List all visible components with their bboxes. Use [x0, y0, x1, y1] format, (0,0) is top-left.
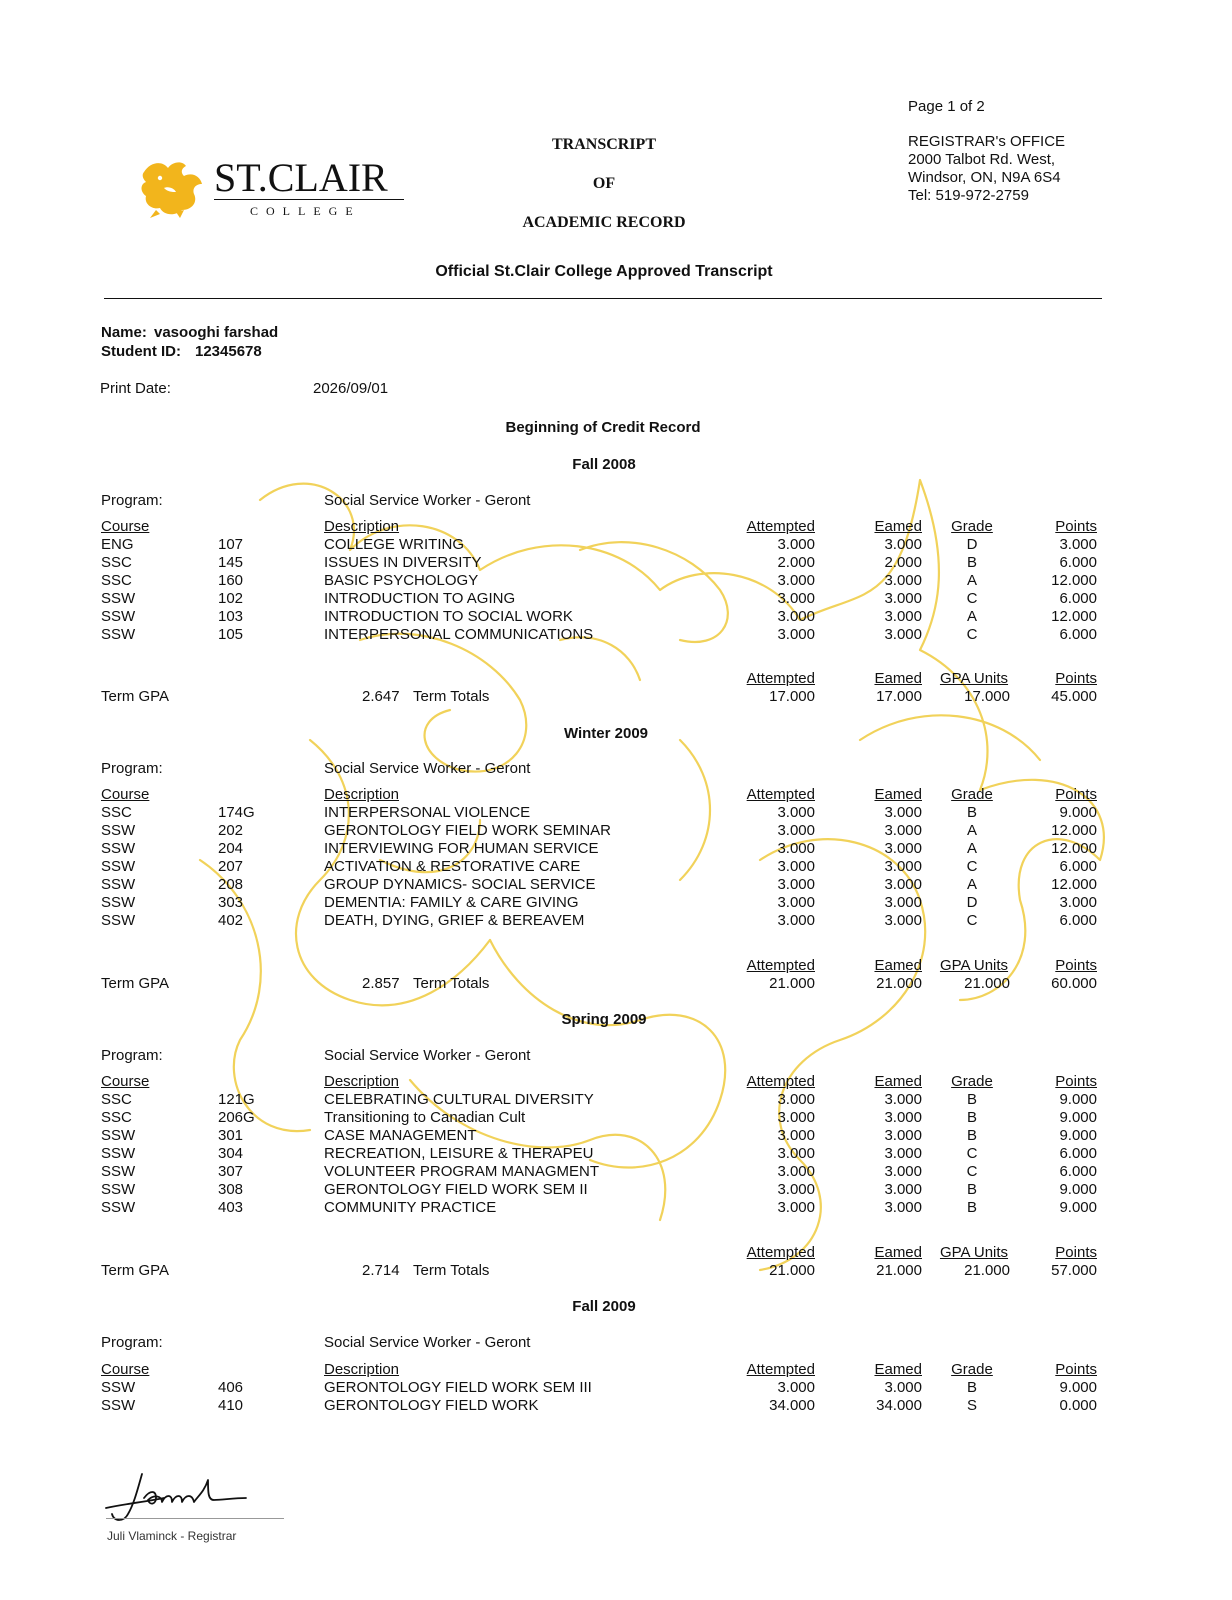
course-earned: 3.000: [884, 804, 922, 821]
registrar-signature: [104, 1468, 254, 1524]
course-description: INTERPERSONAL COMMUNICATIONS: [324, 626, 594, 643]
col-points: Points: [1055, 518, 1097, 535]
col-attempted: Attempted: [746, 1361, 815, 1378]
student-id: 12345678: [195, 343, 262, 360]
course-points: 12.000: [1051, 572, 1097, 589]
course-grade: D: [966, 536, 978, 553]
total-attempted: 21.000: [769, 1262, 815, 1279]
col-earned: Eamed: [874, 1361, 922, 1378]
term-gpa-value: 2.714: [362, 1262, 400, 1279]
course-earned: 3.000: [884, 626, 922, 643]
program-label: Program:: [101, 760, 163, 777]
course-subject: SSC: [101, 572, 132, 589]
course-points: 9.000: [1059, 1127, 1097, 1144]
print-date: 2026/09/01: [313, 380, 389, 397]
col-grade: Grade: [951, 786, 993, 803]
col-grade: Grade: [951, 1361, 993, 1378]
program-name: Social Service Worker - Geront: [324, 492, 531, 509]
course-description: COMMUNITY PRACTICE: [324, 1199, 497, 1216]
totals-col-attempted: Attempted: [746, 670, 815, 687]
student-id-label: Student ID:: [101, 343, 181, 360]
registrar-line-3: Windsor, ON, N9A 6S4: [908, 169, 1061, 186]
total-gpa-units: 21.000: [964, 975, 1010, 992]
col-grade: Grade: [951, 1073, 993, 1090]
course-grade: A: [966, 822, 977, 839]
course-earned: 3.000: [884, 536, 922, 553]
term-gpa-label: Term GPA: [101, 1262, 170, 1279]
course-attempted: 3.000: [777, 1181, 815, 1198]
totals-col-gpa-units: GPA Units: [939, 1244, 1009, 1261]
course-points: 6.000: [1059, 590, 1097, 607]
course-attempted: 3.000: [777, 1145, 815, 1162]
term-totals-label: Term Totals: [413, 688, 490, 705]
term-gpa-value: 2.857: [362, 975, 400, 992]
course-grade: C: [966, 1163, 978, 1180]
course-subject: SSC: [101, 1091, 132, 1108]
course-description: BASIC PSYCHOLOGY: [324, 572, 479, 589]
course-subject: SSW: [101, 894, 136, 911]
logo-subtitle: COLLEGE: [250, 204, 361, 218]
course-earned: 3.000: [884, 876, 922, 893]
course-points: 6.000: [1059, 1163, 1097, 1180]
total-gpa-units: 17.000: [964, 688, 1010, 705]
header-divider: [104, 298, 1102, 299]
course-number: 406: [218, 1379, 244, 1396]
course-points: 6.000: [1059, 1145, 1097, 1162]
course-grade: B: [966, 1091, 977, 1108]
course-earned: 3.000: [884, 1379, 922, 1396]
term-title: Winter 2009: [563, 725, 649, 742]
col-earned: Eamed: [874, 518, 922, 535]
course-description: GERONTOLOGY FIELD WORK SEM II: [324, 1181, 588, 1198]
col-description: Description: [324, 1073, 400, 1090]
course-subject: SSC: [101, 804, 132, 821]
logo-divider: [214, 199, 404, 200]
course-subject: SSW: [101, 1397, 136, 1414]
course-number: 102: [218, 590, 244, 607]
course-description: DEMENTIA: FAMILY & CARE GIVING: [324, 894, 579, 911]
totals-col-attempted: Attempted: [746, 957, 815, 974]
course-description: DEATH, DYING, GRIEF & BEREAVEM: [324, 912, 585, 929]
program-label: Program:: [101, 1334, 163, 1351]
course-subject: SSW: [101, 590, 136, 607]
course-description: VOLUNTEER PROGRAM MANAGMENT: [324, 1163, 600, 1180]
course-earned: 3.000: [884, 1199, 922, 1216]
course-points: 9.000: [1059, 1379, 1097, 1396]
course-subject: SSW: [101, 858, 136, 875]
logo-name: ST.CLAIR: [214, 155, 388, 200]
title-line-2: OF: [592, 175, 616, 192]
course-earned: 3.000: [884, 1127, 922, 1144]
course-attempted: 3.000: [777, 1091, 815, 1108]
course-attempted: 3.000: [777, 1127, 815, 1144]
course-number: 403: [218, 1199, 244, 1216]
course-earned: 34.000: [876, 1397, 922, 1414]
course-points: 9.000: [1059, 1199, 1097, 1216]
college-logo: [136, 155, 411, 220]
term-title: Spring 2009: [561, 1011, 647, 1028]
col-description: Description: [324, 1361, 400, 1378]
course-points: 6.000: [1059, 626, 1097, 643]
course-points: 3.000: [1059, 536, 1097, 553]
course-subject: SSW: [101, 822, 136, 839]
course-attempted: 3.000: [777, 894, 815, 911]
course-points: 9.000: [1059, 1181, 1097, 1198]
lion-emblem-icon: [136, 158, 208, 218]
totals-col-earned: Eamed: [874, 670, 922, 687]
program-name: Social Service Worker - Geront: [324, 1047, 531, 1064]
totals-col-earned: Eamed: [874, 957, 922, 974]
course-number: 207: [218, 858, 244, 875]
course-subject: SSC: [101, 1109, 132, 1126]
program-label: Program:: [101, 1047, 163, 1064]
course-description: GERONTOLOGY FIELD WORK: [324, 1397, 539, 1414]
program-name: Social Service Worker - Geront: [324, 1334, 531, 1351]
signature-caption: Juli Vlaminck - Registrar: [107, 1529, 237, 1543]
course-description: COLLEGE WRITING: [324, 536, 465, 553]
course-points: 0.000: [1059, 1397, 1097, 1414]
course-attempted: 3.000: [777, 626, 815, 643]
col-grade: Grade: [951, 518, 993, 535]
term-title: Fall 2008: [572, 456, 636, 473]
course-number: 105: [218, 626, 244, 643]
course-grade: C: [966, 626, 978, 643]
course-points: 6.000: [1059, 554, 1097, 571]
title-line-1: TRANSCRIPT: [551, 136, 656, 153]
term-gpa-value: 2.647: [362, 688, 400, 705]
course-grade: A: [966, 840, 977, 857]
col-course: Course: [101, 1361, 150, 1378]
course-points: 12.000: [1051, 840, 1097, 857]
registrar-line-4: Tel: 519-972-2759: [908, 187, 1029, 204]
course-grade: C: [966, 1145, 978, 1162]
course-attempted: 3.000: [777, 804, 815, 821]
course-number: 107: [218, 536, 244, 553]
course-subject: SSW: [101, 1379, 136, 1396]
course-earned: 2.000: [884, 554, 922, 571]
transcript-subtitle: Official St.Clair College Approved Transcript: [435, 263, 773, 280]
totals-col-points: Points: [1055, 670, 1097, 687]
total-gpa-units: 21.000: [964, 1262, 1010, 1279]
course-attempted: 3.000: [777, 572, 815, 589]
course-number: 202: [218, 822, 244, 839]
page-number: Page 1 of 2: [908, 98, 985, 115]
course-attempted: 3.000: [777, 590, 815, 607]
course-description: GERONTOLOGY FIELD WORK SEMINAR: [324, 822, 611, 839]
course-subject: SSW: [101, 608, 136, 625]
col-description: Description: [324, 518, 400, 535]
course-grade: A: [966, 572, 977, 589]
course-attempted: 3.000: [777, 858, 815, 875]
col-attempted: Attempted: [746, 786, 815, 803]
course-attempted: 3.000: [777, 1163, 815, 1180]
course-description: RECREATION, LEISURE & THERAPEU: [324, 1145, 594, 1162]
signature-line: [106, 1518, 284, 1519]
course-subject: SSW: [101, 1181, 136, 1198]
course-description: INTRODUCTION TO SOCIAL WORK: [324, 608, 573, 625]
course-subject: SSW: [101, 1145, 136, 1162]
term-title: Fall 2009: [572, 1298, 636, 1315]
course-number: 307: [218, 1163, 244, 1180]
course-earned: 3.000: [884, 858, 922, 875]
total-earned: 21.000: [876, 975, 922, 992]
col-earned: Eamed: [874, 786, 922, 803]
total-points: 60.000: [1051, 975, 1097, 992]
total-earned: 17.000: [876, 688, 922, 705]
course-earned: 3.000: [884, 608, 922, 625]
term-gpa-label: Term GPA: [101, 688, 170, 705]
term-gpa-label: Term GPA: [101, 975, 170, 992]
course-points: 3.000: [1059, 894, 1097, 911]
course-attempted: 3.000: [777, 840, 815, 857]
course-number: 204: [218, 840, 244, 857]
record-heading: Beginning of Credit Record: [505, 419, 701, 436]
course-grade: B: [966, 554, 977, 571]
course-grade: C: [966, 858, 978, 875]
course-number: 301: [218, 1127, 244, 1144]
course-subject: SSW: [101, 1127, 136, 1144]
course-attempted: 3.000: [777, 912, 815, 929]
course-subject: SSW: [101, 840, 136, 857]
course-points: 12.000: [1051, 876, 1097, 893]
col-course: Course: [101, 786, 150, 803]
course-description: CELEBRATING CULTURAL DIVERSITY: [324, 1091, 594, 1108]
program-label: Program:: [101, 492, 163, 509]
col-earned: Eamed: [874, 1073, 922, 1090]
total-points: 57.000: [1051, 1262, 1097, 1279]
course-number: 304: [218, 1145, 244, 1162]
course-number: 308: [218, 1181, 244, 1198]
total-attempted: 21.000: [769, 975, 815, 992]
course-number: 145: [218, 554, 244, 571]
course-earned: 3.000: [884, 1091, 922, 1108]
col-points: Points: [1055, 1361, 1097, 1378]
course-grade: A: [966, 876, 977, 893]
totals-col-gpa-units: GPA Units: [939, 957, 1009, 974]
totals-col-gpa-units: GPA Units: [939, 670, 1009, 687]
col-course: Course: [101, 1073, 150, 1090]
col-points: Points: [1055, 1073, 1097, 1090]
course-subject: SSW: [101, 1163, 136, 1180]
course-grade: B: [966, 1199, 977, 1216]
course-number: 402: [218, 912, 244, 929]
col-points: Points: [1055, 786, 1097, 803]
course-earned: 3.000: [884, 1109, 922, 1126]
course-description: ACTIVATION & RESTORATIVE CARE: [324, 858, 581, 875]
total-attempted: 17.000: [769, 688, 815, 705]
program-name: Social Service Worker - Geront: [324, 760, 531, 777]
course-earned: 3.000: [884, 572, 922, 589]
course-description: GROUP DYNAMICS- SOCIAL SERVICE: [324, 876, 596, 893]
course-attempted: 3.000: [777, 536, 815, 553]
totals-col-points: Points: [1055, 1244, 1097, 1261]
term-totals-label: Term Totals: [413, 975, 490, 992]
registrar-line-1: REGISTRAR's OFFICE: [908, 133, 1066, 150]
name-label: Name:: [101, 324, 147, 341]
course-number: 103: [218, 608, 244, 625]
total-points: 45.000: [1051, 688, 1097, 705]
course-attempted: 34.000: [769, 1397, 815, 1414]
course-description: Transitioning to Canadian Cult: [324, 1109, 526, 1126]
course-earned: 3.000: [884, 822, 922, 839]
course-description: CASE MANAGEMENT: [324, 1127, 477, 1144]
course-description: GERONTOLOGY FIELD WORK SEM III: [324, 1379, 592, 1396]
course-earned: 3.000: [884, 894, 922, 911]
course-number: 206G: [218, 1109, 255, 1126]
print-date-label: Print Date:: [100, 380, 171, 397]
title-line-3: ACADEMIC RECORD: [522, 214, 686, 231]
course-points: 9.000: [1059, 1091, 1097, 1108]
course-points: 6.000: [1059, 858, 1097, 875]
course-attempted: 3.000: [777, 1379, 815, 1396]
course-grade: B: [966, 1379, 977, 1396]
course-grade: C: [966, 912, 978, 929]
course-points: 9.000: [1059, 804, 1097, 821]
course-description: INTERPERSONAL VIOLENCE: [324, 804, 531, 821]
course-attempted: 3.000: [777, 876, 815, 893]
course-grade: A: [966, 608, 977, 625]
course-earned: 3.000: [884, 1163, 922, 1180]
course-subject: SSW: [101, 1199, 136, 1216]
course-grade: S: [966, 1397, 977, 1414]
course-grade: B: [966, 1181, 977, 1198]
totals-col-attempted: Attempted: [746, 1244, 815, 1261]
course-earned: 3.000: [884, 1181, 922, 1198]
course-subject: SSC: [101, 554, 132, 571]
course-earned: 3.000: [884, 840, 922, 857]
course-description: INTRODUCTION TO AGING: [324, 590, 516, 607]
course-points: 12.000: [1051, 608, 1097, 625]
course-number: 160: [218, 572, 244, 589]
term-totals-label: Term Totals: [413, 1262, 490, 1279]
col-course: Course: [101, 518, 150, 535]
course-points: 9.000: [1059, 1109, 1097, 1126]
total-earned: 21.000: [876, 1262, 922, 1279]
course-points: 12.000: [1051, 822, 1097, 839]
course-earned: 3.000: [884, 590, 922, 607]
course-description: ISSUES IN DIVERSITY: [324, 554, 482, 571]
course-attempted: 3.000: [777, 1199, 815, 1216]
course-attempted: 3.000: [777, 822, 815, 839]
col-attempted: Attempted: [746, 518, 815, 535]
course-attempted: 3.000: [777, 1109, 815, 1126]
course-grade: B: [966, 804, 977, 821]
totals-col-points: Points: [1055, 957, 1097, 974]
course-grade: B: [966, 1127, 977, 1144]
registrar-line-2: 2000 Talbot Rd. West,: [908, 151, 1056, 168]
totals-col-earned: Eamed: [874, 1244, 922, 1261]
course-attempted: 3.000: [777, 608, 815, 625]
course-points: 6.000: [1059, 912, 1097, 929]
course-attempted: 2.000: [777, 554, 815, 571]
course-number: 121G: [218, 1091, 255, 1108]
course-grade: B: [966, 1109, 977, 1126]
course-earned: 3.000: [884, 1145, 922, 1162]
course-subject: SSW: [101, 912, 136, 929]
col-attempted: Attempted: [746, 1073, 815, 1090]
course-description: INTERVIEWING FOR HUMAN SERVICE: [324, 840, 599, 857]
course-subject: SSW: [101, 876, 136, 893]
student-name: vasooghi farshad: [154, 324, 279, 341]
course-subject: SSW: [101, 626, 136, 643]
course-number: 303: [218, 894, 244, 911]
course-grade: C: [966, 590, 978, 607]
course-earned: 3.000: [884, 912, 922, 929]
course-number: 208: [218, 876, 244, 893]
course-subject: ENG: [101, 536, 134, 553]
col-description: Description: [324, 786, 400, 803]
course-grade: D: [966, 894, 978, 911]
course-number: 410: [218, 1397, 244, 1414]
course-number: 174G: [218, 804, 255, 821]
